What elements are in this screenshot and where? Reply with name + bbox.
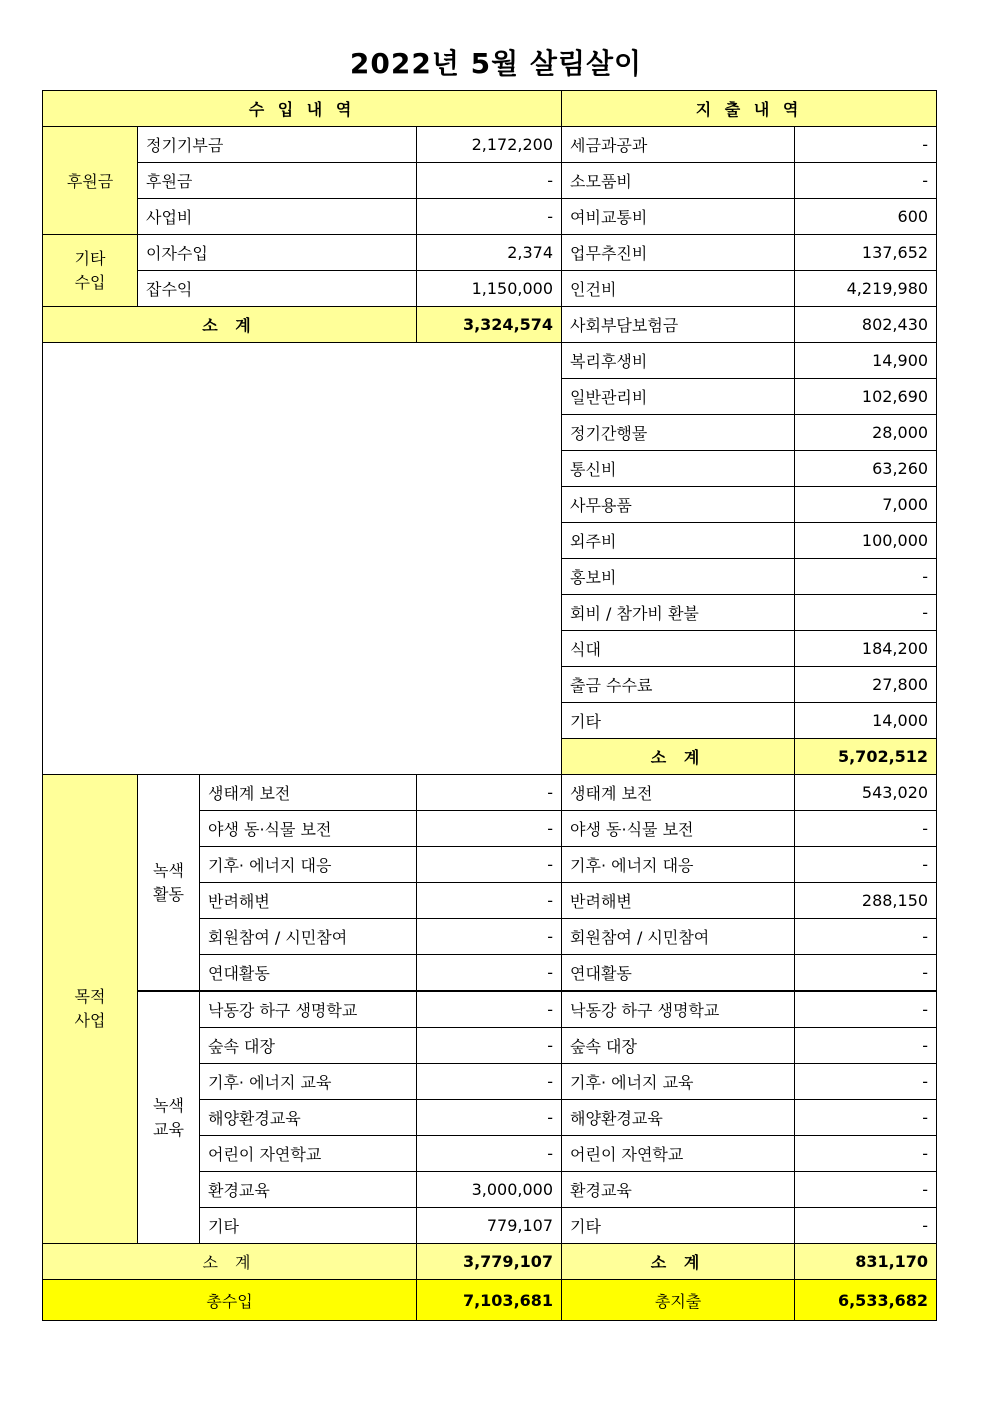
income-item-label: 후원금 — [138, 163, 417, 199]
purpose-expense-amount: - — [795, 955, 937, 992]
expense-item-amount: 14,000 — [795, 703, 937, 739]
purpose-expense-amount: - — [795, 811, 937, 847]
purpose-item-income: - — [417, 847, 562, 883]
purpose-expense-amount: - — [795, 1208, 937, 1244]
expense-item-amount: - — [795, 559, 937, 595]
purpose-item-income: - — [417, 775, 562, 811]
purpose-expense-label: 회원참여 / 시민참여 — [562, 919, 795, 955]
expense-item-amount: 7,000 — [795, 487, 937, 523]
purpose-expense-amount: - — [795, 991, 937, 1028]
other-income-group-line2: 수입 — [74, 272, 106, 292]
expense-item-label: 출금 수수료 — [562, 667, 795, 703]
purpose-expense-amount: 543,020 — [795, 775, 937, 811]
expense-item-amount: 63,260 — [795, 451, 937, 487]
purpose-item-label: 회원참여 / 시민참여 — [200, 919, 417, 955]
green-activity-line2: 활동 — [153, 884, 184, 904]
green-activity-line1: 녹색 — [153, 860, 184, 880]
expense-item-label: 복리후생비 — [562, 343, 795, 379]
purpose-expense-amount: - — [795, 1028, 937, 1064]
expense-subtotal-label: 소 계 — [562, 739, 795, 775]
budget-table — [42, 90, 937, 1321]
income-item-label: 잡수익 — [138, 271, 417, 307]
purpose-group-line2: 사업 — [74, 1011, 106, 1030]
expense-item-label: 식대 — [562, 631, 795, 667]
total-income-amount: 7,103,681 — [417, 1280, 562, 1321]
expense-item-label: 사무용품 — [562, 487, 795, 523]
table-row — [43, 343, 937, 379]
income-item-amount: - — [417, 199, 562, 235]
purpose-expense-label: 기타 — [562, 1208, 795, 1244]
purpose-expense-subtotal-label: 소 계 — [562, 1244, 795, 1280]
purpose-expense-label: 어린이 자연학교 — [562, 1136, 795, 1172]
purpose-item-income: - — [417, 811, 562, 847]
blank-area — [43, 343, 562, 775]
expense-item-label: 일반관리비 — [562, 379, 795, 415]
purpose-item-label: 기후· 에너지 교육 — [200, 1064, 417, 1100]
purpose-income-subtotal-label: 소 계 — [43, 1244, 417, 1280]
total-expense-label: 총지출 — [562, 1280, 795, 1321]
green-education-label — [138, 991, 200, 1244]
table-row — [43, 1280, 937, 1321]
income-subtotal-label: 소 계 — [43, 307, 417, 343]
purpose-item-income: - — [417, 991, 562, 1028]
purpose-group-line1: 목적 — [74, 987, 106, 1006]
table-row — [43, 163, 937, 199]
income-item-label: 정기기부금 — [138, 127, 417, 163]
page-title: 2022년 5월 살림살이 — [349, 47, 643, 80]
expense-item-amount: 27,800 — [795, 667, 937, 703]
purpose-expense-label: 야생 동·식물 보전 — [562, 811, 795, 847]
purpose-expense-subtotal-amount: 831,170 — [795, 1244, 937, 1280]
purpose-item-income: - — [417, 1136, 562, 1172]
income-item-label: 이자수입 — [138, 235, 417, 271]
purpose-item-income: - — [417, 883, 562, 919]
expense-item-label: 업무추진비 — [562, 235, 795, 271]
expense-item-amount: - — [795, 127, 937, 163]
income-item-label: 사업비 — [138, 199, 417, 235]
expense-item-label: 기타 — [562, 703, 795, 739]
income-item-amount: - — [417, 163, 562, 199]
expense-subtotal-amount: 5,702,512 — [795, 739, 937, 775]
purpose-expense-label: 낙동강 하구 생명학교 — [562, 991, 795, 1028]
purpose-item-income: - — [417, 1100, 562, 1136]
purpose-item-label: 야생 동·식물 보전 — [200, 811, 417, 847]
purpose-item-income: - — [417, 955, 562, 992]
expense-item-label: 회비 / 참가비 환불 — [562, 595, 795, 631]
expense-item-amount: 4,219,980 — [795, 271, 937, 307]
purpose-item-label: 해양환경교육 — [200, 1100, 417, 1136]
purpose-item-income: - — [417, 1028, 562, 1064]
purpose-item-label: 환경교육 — [200, 1172, 417, 1208]
purpose-item-income: - — [417, 919, 562, 955]
purpose-item-income: 779,107 — [417, 1208, 562, 1244]
income-item-amount: 1,150,000 — [417, 271, 562, 307]
income-subtotal-amount: 3,324,574 — [417, 307, 562, 343]
expense-header: 지 출 내 역 — [562, 91, 937, 127]
green-education-line1: 녹색 — [153, 1095, 184, 1115]
donation-group-label: 후원금 — [43, 127, 138, 235]
table-row — [43, 127, 937, 163]
expense-item-label: 여비교통비 — [562, 199, 795, 235]
expense-item-label: 외주비 — [562, 523, 795, 559]
expense-item-amount: 100,000 — [795, 523, 937, 559]
other-income-group-label — [43, 235, 138, 307]
purpose-item-label: 반려해변 — [200, 883, 417, 919]
purpose-item-income: - — [417, 1064, 562, 1100]
purpose-expense-amount: - — [795, 847, 937, 883]
expense-item-amount: 600 — [795, 199, 937, 235]
purpose-group-label — [43, 775, 138, 1244]
table-row — [43, 307, 937, 343]
purpose-expense-label: 기후· 에너지 교육 — [562, 1064, 795, 1100]
expense-item-label: 세금과공과 — [562, 127, 795, 163]
expense-item-amount: 802,430 — [795, 307, 937, 343]
expense-item-amount: - — [795, 163, 937, 199]
purpose-item-income: 3,000,000 — [417, 1172, 562, 1208]
purpose-expense-label: 연대활동 — [562, 955, 795, 992]
total-expense-amount: 6,533,682 — [795, 1280, 937, 1321]
purpose-expense-label: 반려해변 — [562, 883, 795, 919]
purpose-expense-amount: - — [795, 919, 937, 955]
purpose-expense-amount: - — [795, 1064, 937, 1100]
green-education-line2: 교육 — [153, 1119, 184, 1139]
purpose-expense-amount: - — [795, 1136, 937, 1172]
expense-item-amount: - — [795, 595, 937, 631]
purpose-expense-label: 기후· 에너지 대응 — [562, 847, 795, 883]
table-row — [43, 235, 937, 271]
green-activity-label — [138, 775, 200, 992]
table-row — [43, 775, 937, 811]
purpose-expense-amount: - — [795, 1100, 937, 1136]
purpose-item-label: 기후· 에너지 대응 — [200, 847, 417, 883]
purpose-item-label: 어린이 자연학교 — [200, 1136, 417, 1172]
expense-item-label: 인건비 — [562, 271, 795, 307]
table-row — [43, 199, 937, 235]
purpose-item-label: 생태계 보전 — [200, 775, 417, 811]
purpose-expense-label: 해양환경교육 — [562, 1100, 795, 1136]
other-income-group-line1: 기타 — [74, 248, 106, 268]
table-row — [43, 271, 937, 307]
table-row — [43, 1244, 937, 1280]
expense-item-label: 통신비 — [562, 451, 795, 487]
purpose-item-label: 연대활동 — [200, 955, 417, 992]
expense-item-label: 홍보비 — [562, 559, 795, 595]
expense-item-amount: 137,652 — [795, 235, 937, 271]
purpose-expense-amount: 288,150 — [795, 883, 937, 919]
income-header: 수 입 내 역 — [43, 91, 562, 127]
expense-item-amount: 28,000 — [795, 415, 937, 451]
expense-item-amount: 102,690 — [795, 379, 937, 415]
income-item-amount: 2,374 — [417, 235, 562, 271]
total-income-label: 총수입 — [43, 1280, 417, 1321]
expense-item-label: 정기간행물 — [562, 415, 795, 451]
purpose-expense-amount: - — [795, 1172, 937, 1208]
purpose-item-label: 기타 — [200, 1208, 417, 1244]
purpose-expense-label: 숲속 대장 — [562, 1028, 795, 1064]
income-item-amount: 2,172,200 — [417, 127, 562, 163]
table-row — [43, 991, 937, 1028]
expense-item-amount: 14,900 — [795, 343, 937, 379]
purpose-expense-label: 생태계 보전 — [562, 775, 795, 811]
purpose-income-subtotal-amount: 3,779,107 — [417, 1244, 562, 1280]
purpose-expense-label: 환경교육 — [562, 1172, 795, 1208]
purpose-item-label: 숲속 대장 — [200, 1028, 417, 1064]
expense-item-label: 소모품비 — [562, 163, 795, 199]
purpose-item-label: 낙동강 하구 생명학교 — [200, 991, 417, 1028]
expense-item-label: 사회부담보험금 — [562, 307, 795, 343]
expense-item-amount: 184,200 — [795, 631, 937, 667]
